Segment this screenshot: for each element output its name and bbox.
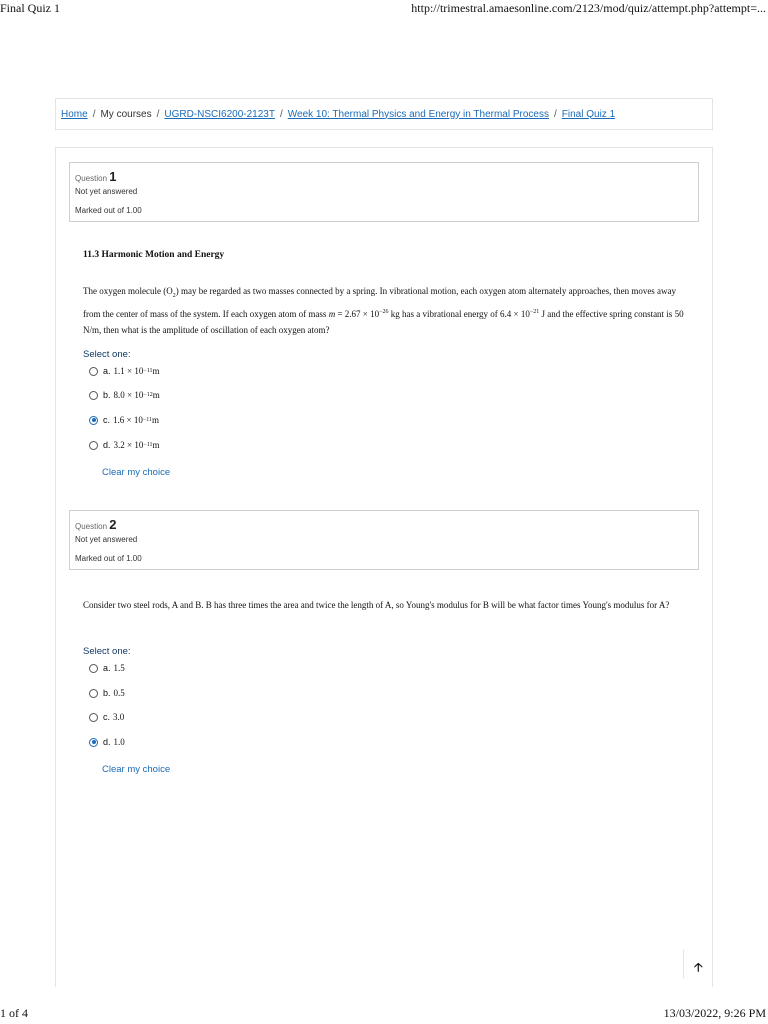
q2-option-b[interactable]: b. 0.5 bbox=[89, 688, 125, 698]
select-one-label: Select one: bbox=[83, 349, 131, 360]
print-page-number: 1 of 4 bbox=[0, 1006, 28, 1020]
question-1-info bbox=[69, 162, 699, 222]
breadcrumb-separator: / bbox=[554, 108, 557, 120]
breadcrumb-separator: / bbox=[279, 108, 283, 120]
radio-button[interactable] bbox=[89, 713, 98, 722]
question-label: Question bbox=[75, 174, 108, 183]
print-header bbox=[0, 0, 768, 20]
question-1-text: The oxygen molecule $(O_2)$ may be regarded as two masses connected by a spring. In vibrational motion, each oxygen atom alternately approaches, then moves away from the center of mass of the system. If each oxygen atom of mass $m = 2.67 \times 10^{-26}$ kg has a vibrational energy of $6.4 \times 10^{-21}$ J and the effective spring constant is 50 N/m, then what is the amplitude of oscillation of each oxygen atom? bbox=[83, 286, 684, 335]
q1-option-d[interactable]: d. 3.2 × 10 −11 m bbox=[89, 440, 160, 450]
radio-button[interactable] bbox=[89, 391, 98, 400]
q2-clear-choice-link[interactable]: Clear my choice bbox=[102, 764, 171, 775]
question-mark: Marked out of 1.00 bbox=[75, 206, 142, 215]
print-title: Final Quiz 1 bbox=[0, 1, 60, 15]
question-mark: Marked out of 1.00 bbox=[75, 554, 142, 563]
breadcrumb bbox=[55, 98, 713, 130]
radio-button-checked[interactable] bbox=[89, 416, 98, 425]
breadcrumb-my-courses[interactable]: My courses bbox=[100, 108, 152, 120]
radio-button[interactable] bbox=[89, 441, 98, 450]
radio-button[interactable] bbox=[89, 689, 98, 698]
radio-button[interactable] bbox=[89, 367, 98, 376]
print-footer bbox=[0, 1002, 768, 1024]
q2-option-d[interactable]: d. 1.0 bbox=[89, 737, 125, 747]
question-number: 1 bbox=[109, 169, 117, 184]
q2-option-c[interactable]: c. 3.0 bbox=[89, 712, 124, 722]
breadcrumb-separator: / bbox=[156, 108, 160, 120]
q1-option-b[interactable]: b. 8.0 × 10 −12 m bbox=[89, 390, 160, 400]
select-one-label: Select one: bbox=[83, 646, 131, 657]
question-state: Not yet answered bbox=[75, 535, 138, 544]
print-url: http://trimestral.amaesonline.com/2123/mod/quiz/attempt.php?attempt=... bbox=[411, 1, 766, 15]
q1-option-a[interactable]: a. 1.1 × 10 −11 m bbox=[89, 366, 160, 376]
q1-clear-choice-link[interactable]: Clear my choice bbox=[102, 467, 171, 478]
q1-option-c[interactable]: c. 1.6 × 10 −11 m bbox=[89, 415, 159, 425]
breadcrumb-quiz-link[interactable]: Final Quiz 1 bbox=[561, 108, 616, 120]
question-label: Question bbox=[75, 522, 108, 531]
print-datetime: 13/03/2022, 9:26 PM bbox=[663, 1006, 766, 1020]
breadcrumb-week-link[interactable]: Week 10: Thermal Physics and Energy in Thermal Process bbox=[287, 108, 549, 120]
breadcrumb-separator: / bbox=[92, 108, 96, 120]
arrow-up-icon[interactable]: 🡡 bbox=[694, 960, 703, 974]
question-1-title: 11.3 Harmonic Motion and Energy bbox=[83, 250, 225, 260]
question-2-text: Consider two steel rods, A and B. B has three times the area and twice the length of A, so Young's modulus for B will be what factor times Young's modulus for A? bbox=[83, 600, 670, 610]
q2-option-a[interactable]: a. 1.5 bbox=[89, 663, 125, 673]
question-state: Not yet answered bbox=[75, 187, 138, 196]
question-2-info bbox=[69, 510, 699, 570]
question-number: 2 bbox=[109, 517, 117, 532]
breadcrumb-home-link[interactable]: Home bbox=[61, 108, 88, 120]
breadcrumb-course-link[interactable]: UGRD-NSCI6200-2123T bbox=[164, 108, 275, 120]
radio-button[interactable] bbox=[89, 664, 98, 673]
radio-button-checked[interactable] bbox=[89, 738, 98, 747]
